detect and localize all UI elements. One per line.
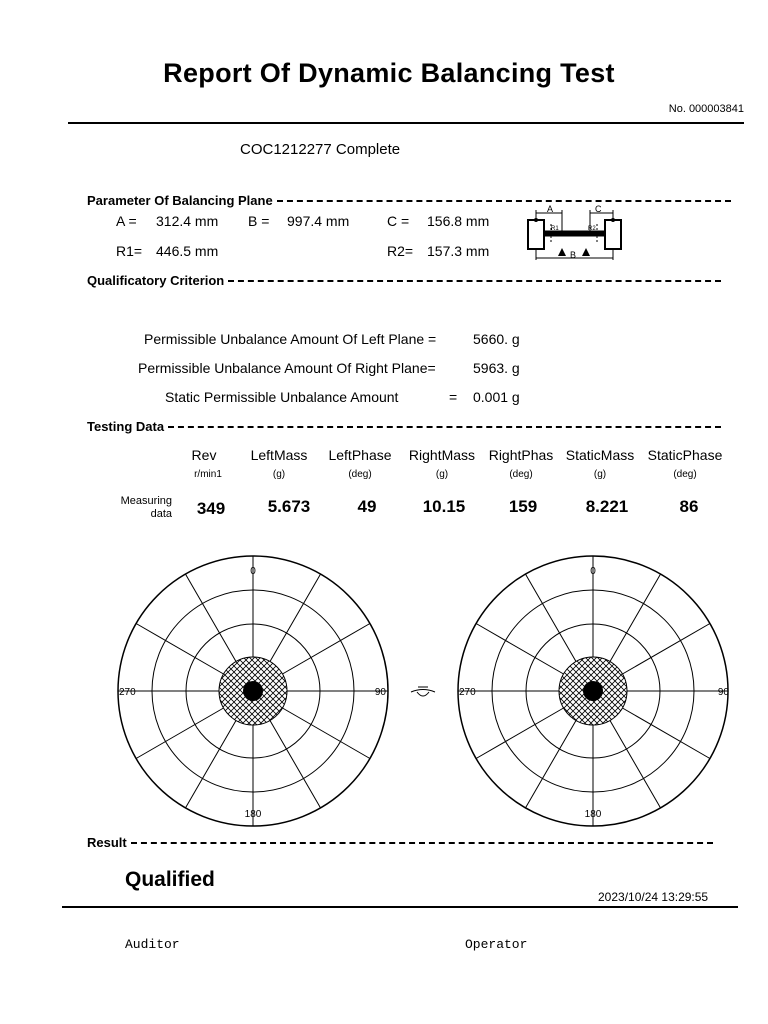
diagram-label-r2: R2 bbox=[588, 226, 596, 232]
polar-spoke bbox=[622, 708, 709, 759]
parameter-heading-text: Parameter Of Balancing Plane bbox=[87, 193, 273, 208]
col-unit-staticmass: (g) bbox=[593, 469, 607, 480]
value-leftmass: 5.673 bbox=[267, 497, 311, 516]
col-unit-staticphase: (deg) bbox=[673, 469, 697, 480]
col-header-rightphas: RightPhas bbox=[488, 447, 554, 463]
param-r1-label: R1= bbox=[116, 243, 143, 259]
left-angle-180: 180 bbox=[244, 809, 262, 820]
criterion-static-eq: = bbox=[449, 389, 458, 405]
diagram-label-r1: R1 bbox=[551, 226, 559, 232]
param-a-value: 312.4 mm bbox=[156, 213, 219, 229]
value-staticphase: 86 bbox=[679, 497, 699, 516]
testing-section-heading bbox=[87, 419, 721, 434]
result-value: Qualified bbox=[125, 868, 215, 891]
col-header-leftphase: LeftPhase bbox=[328, 447, 392, 463]
polar-spoke bbox=[136, 624, 223, 675]
result-section-heading bbox=[87, 835, 713, 850]
criterion-static-value: 0.001 g bbox=[473, 389, 520, 405]
left-support-icon bbox=[558, 248, 566, 256]
right-angle-0: 0 bbox=[590, 566, 596, 577]
result-heading-text: Result bbox=[87, 835, 127, 850]
operator-label: Operator bbox=[465, 937, 528, 952]
col-unit-rightphas: (deg) bbox=[509, 469, 533, 480]
col-header-leftmass: LeftMass bbox=[250, 447, 308, 463]
report-number: No. 000003841 bbox=[668, 103, 744, 115]
left-angle-90: 90 bbox=[374, 687, 386, 698]
polar-spoke bbox=[186, 574, 237, 661]
measuring-data-label bbox=[90, 495, 172, 521]
col-header-rightmass: RightMass bbox=[408, 447, 476, 463]
param-r2-label: R2= bbox=[387, 243, 414, 259]
parameter-section-heading bbox=[87, 193, 731, 208]
col-header-staticmass: StaticMass bbox=[565, 447, 635, 463]
right-angle-270: 270 bbox=[459, 687, 476, 698]
testing-heading-text: Testing Data bbox=[87, 419, 165, 434]
footer-divider bbox=[62, 906, 738, 908]
value-rightphas: 159 bbox=[508, 497, 538, 516]
polar-spoke bbox=[136, 708, 223, 759]
section-dashline bbox=[131, 842, 713, 844]
value-rightmass: 10.15 bbox=[422, 497, 466, 516]
right-unbalance-marker bbox=[583, 681, 603, 701]
right-plane-polar-plot bbox=[458, 556, 729, 826]
right-support-icon bbox=[582, 248, 590, 256]
param-c-label: C = bbox=[387, 213, 410, 229]
param-b-value: 997.4 mm bbox=[287, 213, 350, 229]
polar-spoke bbox=[270, 720, 321, 807]
viewer-eye-icon bbox=[411, 687, 435, 696]
criterion-static-label: Static Permissible Unbalance Amount bbox=[165, 389, 399, 405]
diagram-label-c: C bbox=[595, 204, 602, 214]
col-unit-leftmass: (g) bbox=[272, 469, 286, 480]
polar-spoke bbox=[622, 624, 709, 675]
col-header-staticphase: StaticPhase bbox=[647, 447, 723, 463]
polar-spoke bbox=[526, 574, 577, 661]
param-a-label: A = bbox=[116, 213, 137, 229]
col-header-rev: Rev bbox=[191, 447, 217, 463]
polar-spoke bbox=[610, 574, 661, 661]
value-rev: 349 bbox=[196, 499, 226, 518]
section-dashline bbox=[168, 426, 721, 428]
polar-spoke bbox=[282, 708, 369, 759]
criterion-heading-text: Qualificatory Criterion bbox=[87, 273, 225, 288]
left-angle-270: 270 bbox=[119, 687, 136, 698]
polar-spoke bbox=[270, 574, 321, 661]
measuring-label-line2: data bbox=[150, 508, 172, 520]
criterion-section-heading bbox=[87, 273, 721, 288]
criterion-left-label: Permissible Unbalance Amount Of Left Plane = bbox=[144, 331, 437, 347]
criterion-right-label: Permissible Unbalance Amount Of Right Plane= bbox=[138, 360, 436, 376]
polar-spoke bbox=[186, 720, 237, 807]
diagram-label-a: A bbox=[547, 204, 554, 214]
param-b-label: B = bbox=[248, 213, 270, 229]
criterion-right-value: 5963. g bbox=[473, 360, 520, 376]
section-dashline bbox=[228, 280, 721, 282]
right-angle-180: 180 bbox=[584, 809, 602, 820]
col-unit-rightmass: (g) bbox=[435, 469, 449, 480]
report-subtitle: COC1212277 Complete bbox=[240, 141, 401, 158]
measuring-label-line1: Measuring bbox=[120, 495, 172, 507]
section-dashline bbox=[277, 200, 731, 202]
left-angle-0: 0 bbox=[250, 566, 256, 577]
polar-plots bbox=[0, 555, 768, 830]
polar-spoke bbox=[476, 708, 563, 759]
report-title: Report Of Dynamic Balancing Test bbox=[163, 58, 615, 88]
criterion-left-value: 5660. g bbox=[473, 331, 520, 347]
left-plane-polar-plot bbox=[118, 556, 388, 826]
test-datetime: 2023/10/24 13:29:55 bbox=[598, 890, 709, 904]
col-unit-leftphase: (deg) bbox=[348, 469, 372, 480]
value-staticmass: 8.221 bbox=[585, 497, 629, 516]
header-divider bbox=[68, 122, 744, 124]
param-c-value: 156.8 mm bbox=[427, 213, 490, 229]
right-angle-90: 90 bbox=[717, 687, 729, 698]
param-r2-value: 157.3 mm bbox=[427, 243, 490, 259]
rotor-diagram bbox=[522, 202, 628, 264]
polar-spoke bbox=[610, 720, 661, 807]
polar-spoke bbox=[526, 720, 577, 807]
value-leftphase: 49 bbox=[357, 497, 377, 516]
auditor-label: Auditor bbox=[125, 937, 180, 952]
left-unbalance-marker bbox=[243, 681, 263, 701]
param-r1-value: 446.5 mm bbox=[156, 243, 219, 259]
diagram-label-b: B bbox=[570, 250, 577, 260]
col-unit-rev: r/min1 bbox=[194, 469, 222, 480]
polar-spoke bbox=[476, 624, 563, 675]
polar-spoke bbox=[282, 624, 369, 675]
